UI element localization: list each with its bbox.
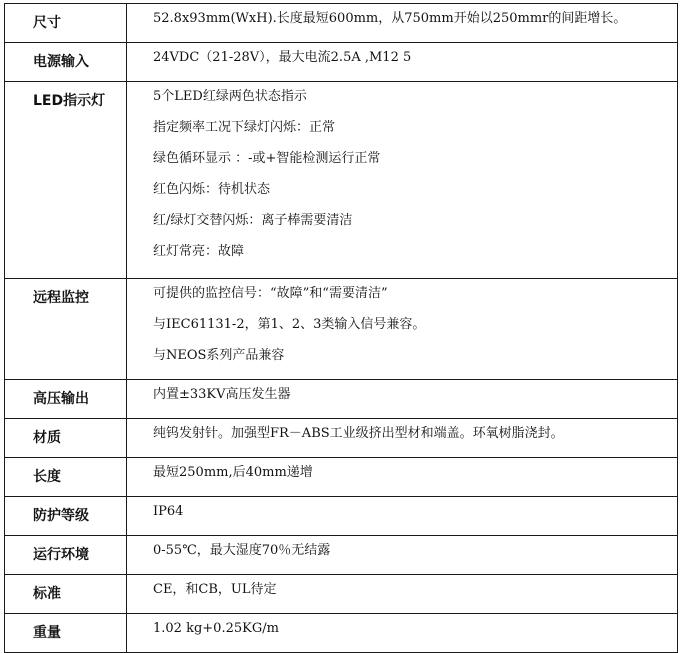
table-row — [5, 458, 678, 497]
spec-table — [4, 3, 678, 653]
spec-label: 标准 — [5, 575, 127, 614]
spec-label: 防护等级 — [5, 497, 127, 536]
spec-value — [127, 380, 678, 419]
table-row — [5, 82, 678, 279]
spec-value — [127, 43, 678, 82]
spec-value-line: 绿色循环显示 ：-或+智能检测运行正常 — [153, 151, 381, 166]
spec-value-line: IP64 — [153, 504, 184, 519]
table-row — [5, 536, 678, 575]
spec-value-line: 指定频率工况下绿灯闪烁：正常 — [153, 120, 336, 135]
spec-value-line: 最短250mm,后40mm递增 — [153, 465, 313, 480]
spec-label: 长度 — [5, 458, 127, 497]
table-row — [5, 43, 678, 82]
spec-value-line: 1.02 kg+0.25KG/m — [153, 621, 279, 636]
table-row — [5, 419, 678, 458]
table-row — [5, 380, 678, 419]
spec-value — [127, 4, 678, 43]
spec-value-line: 24VDC（21-28V），最大电流2.5A ,M12 5 — [153, 50, 412, 65]
table-row — [5, 279, 678, 380]
spec-value-line: 5个LED红绿两色状态指示 — [153, 89, 307, 104]
table-row — [5, 497, 678, 536]
spec-sheet — [4, 3, 678, 653]
spec-label: 运行环境 — [5, 536, 127, 575]
spec-value — [127, 82, 678, 279]
table-row — [5, 614, 678, 653]
spec-value-line: 红/绿灯交替闪烁：离子棒需要清洁 — [153, 213, 353, 228]
spec-value-line: 0-55℃，最大湿度70％无结露 — [153, 543, 331, 558]
table-row — [5, 575, 678, 614]
spec-value — [127, 279, 678, 380]
spec-value-line: 内置±33KV高压发生器 — [153, 387, 291, 402]
spec-value — [127, 497, 678, 536]
spec-label: LED指示灯 — [5, 82, 127, 279]
spec-value — [127, 575, 678, 614]
spec-label: 材质 — [5, 419, 127, 458]
spec-label: 高压输出 — [5, 380, 127, 419]
spec-value-line: 纯钨发射针。加强型FR－ABS工业级挤出型材和端盖。环氧树脂浇封。 — [153, 426, 564, 441]
spec-value — [127, 536, 678, 575]
spec-value-line: 红色闪烁：待机状态 — [153, 182, 271, 197]
spec-value-line: CE，和CB，UL待定 — [153, 582, 277, 597]
spec-value-line: 可提供的监控信号：“故障”和“需要清洁” — [153, 286, 388, 301]
spec-label: 尺寸 — [5, 4, 127, 43]
table-row — [5, 4, 678, 43]
spec-value-line: 52.8x93mm(WxH).长度最短600mm，从750mm开始以250mmr的间距增长。 — [153, 11, 627, 26]
spec-label: 电源输入 — [5, 43, 127, 82]
spec-value — [127, 419, 678, 458]
spec-value — [127, 614, 678, 653]
spec-label: 重量 — [5, 614, 127, 653]
spec-value — [127, 458, 678, 497]
spec-value-line: 红灯常亮：故障 — [153, 244, 245, 259]
spec-label: 远程监控 — [5, 279, 127, 380]
spec-value-line: 与NEOS系列产品兼容 — [153, 348, 285, 363]
spec-value-line: 与IEC61131-2，第1、2、3类输入信号兼容。 — [153, 317, 426, 332]
